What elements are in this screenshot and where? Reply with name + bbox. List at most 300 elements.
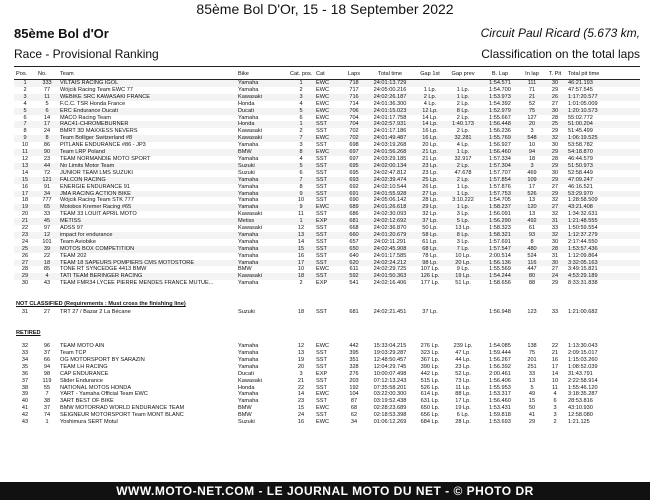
gap-first-cell: 126 Lp. <box>414 273 446 280</box>
position-cell: 8 <box>23 128 27 135</box>
category-cell: EWC <box>314 204 342 211</box>
table-row <box>14 343 640 350</box>
category-position-cell: 1 <box>288 80 314 87</box>
total-pit-time-cell: 1:17:20.577 <box>566 94 640 101</box>
in-lap-cell: 480 <box>520 246 544 253</box>
number-cell: 22 <box>43 252 51 259</box>
table-row <box>14 135 640 142</box>
number-cell: 96 <box>43 343 51 350</box>
best-lap-cell: 1:59.444 <box>489 350 511 356</box>
in-lap-cell: 8 <box>530 238 534 245</box>
bike-cell: Suzuki <box>238 169 255 176</box>
gap-first-cell: 32 Lp. <box>422 211 438 218</box>
column-header: No. <box>36 70 58 80</box>
bike-cell: Yamaha <box>236 80 288 87</box>
number-cell: 33 <box>43 211 51 218</box>
best-lap-cell: 1:57.876 <box>489 183 511 190</box>
laps-cell: 681 <box>349 309 359 316</box>
gap-first-cell: 20 Lp. <box>422 142 438 149</box>
bike-cell: Yamaha <box>236 204 288 211</box>
total-time-cell: 12:04:29.745 <box>373 363 407 370</box>
table-row <box>14 385 640 392</box>
category-position-cell: 12 <box>297 343 305 350</box>
pit-stops-cell: 10 <box>551 377 559 384</box>
total-time-cell: 24:02:12.692 <box>366 218 414 225</box>
laps-cell: 203 <box>349 377 359 384</box>
gap-previous-cell: 1:40.173 <box>446 121 480 128</box>
category-position-cell: 13 <box>297 350 305 356</box>
total-time-cell: 24:02:47.812 <box>373 169 407 176</box>
table-row <box>14 266 640 273</box>
number-cell: 24 <box>43 128 51 135</box>
gap-first-cell: 515 Lp. <box>420 377 440 384</box>
best-lap-cell: 1:58.323 <box>489 225 511 232</box>
gap-previous-cell: 2 Lp. <box>456 114 470 121</box>
category-cell: SST <box>316 363 327 370</box>
position-cell: 38 <box>21 384 29 391</box>
team-cell: Motobox Kremer Racing #65 <box>58 204 236 211</box>
gap-previous-cell: 1 Lp. <box>446 94 480 101</box>
number-cell: 94 <box>43 363 51 370</box>
position-cell: 37 <box>21 377 29 384</box>
pit-stops-cell: 27 <box>551 266 559 273</box>
best-lap-cell: 1:55.569 <box>489 266 511 273</box>
position-cell: 32 <box>21 343 29 350</box>
gap-previous-cell: 51 Lp. <box>455 280 471 287</box>
gap-previous-cell: 239 Lp. <box>453 343 473 350</box>
category-position-cell: 15 <box>288 246 314 253</box>
number-cell: 777 <box>42 197 52 204</box>
in-lap-cell: 524 <box>527 252 537 259</box>
table-row <box>14 101 640 108</box>
total-pit-time-cell: 3:49:15.821 <box>568 266 598 273</box>
category-position-cell: 15 <box>297 405 305 412</box>
category-cell: EWC <box>316 405 330 412</box>
gap-previous-cell: 28 Lp. <box>455 419 471 426</box>
total-pit-time-cell: 52:58.449 <box>568 169 593 176</box>
laps-cell: 650 <box>342 246 366 253</box>
table-row <box>14 405 640 412</box>
category-cell: SST <box>316 225 327 232</box>
best-lap-cell: 1:56.448 <box>480 121 520 128</box>
category-position-cell: 24 <box>297 412 305 419</box>
total-pit-time-cell: 28:53.816 <box>568 398 593 405</box>
gap-previous-cell: 13 Lp. <box>455 225 471 232</box>
category-cell: SST <box>316 183 327 190</box>
table-row <box>14 239 640 246</box>
table-row <box>14 177 640 184</box>
in-lap-cell: 88 <box>528 280 536 287</box>
best-lap-cell: 1:52.979 <box>480 108 520 115</box>
gap-first-cell: 16 Lp. <box>422 128 438 135</box>
gap-previous-cell: 9 Lp. <box>456 266 470 273</box>
team-cell: Team Bolliger Switzerland #8 <box>58 135 236 142</box>
bike-cell: Metiss <box>236 218 288 225</box>
total-pit-time-cell: 1:21:48.555 <box>566 218 640 225</box>
laps-cell: 87 <box>350 398 358 405</box>
bike-cell: BMW <box>238 412 252 419</box>
total-pit-time-cell: 2:09:15.017 <box>568 350 598 356</box>
gap-first-cell: 442 Lp. <box>420 370 440 377</box>
bike-cell: Yamaha <box>238 86 259 93</box>
team-cell: impact for endurance <box>58 232 236 239</box>
gap-first-cell: 78 Lp. <box>422 252 438 259</box>
position-cell: 5 <box>14 108 36 115</box>
header-divider <box>14 66 640 67</box>
laps-cell: 657 <box>349 238 359 245</box>
laps-cell: 714 <box>349 100 359 107</box>
results-table <box>14 70 640 426</box>
column-header: B. Lap <box>480 70 520 80</box>
team-cell: YART - Yamaha Official Team EWC <box>60 391 148 398</box>
team-cell: MOTOS BOX COMPETITION <box>58 246 236 253</box>
position-cell: 17 <box>14 191 36 198</box>
laps-cell: 691 <box>342 191 366 198</box>
watermark: WWW.MOTO-NET.COM - LE JOURNAL MOTO DU NET - © PHOTO DR <box>0 482 650 500</box>
pit-stops-cell: 21 <box>551 350 559 356</box>
number-cell: 333 <box>36 80 58 87</box>
total-pit-time-cell: 46:44.579 <box>568 155 593 162</box>
laps-cell: 351 <box>349 356 359 363</box>
category-cell: EXP <box>314 218 342 225</box>
bike-cell: Kawasaki <box>236 135 288 142</box>
column-header: In lap <box>520 70 544 80</box>
laps-cell: 695 <box>342 163 366 170</box>
column-header: Gap 1st <box>414 70 446 80</box>
laps-cell: 276 <box>349 370 359 377</box>
number-cell: 72 <box>43 169 51 176</box>
bike-cell: Yamaha <box>236 191 288 198</box>
bike-cell: Yamaha <box>236 177 288 184</box>
position-cell: 43 <box>21 419 29 426</box>
circuit-info: Circuit Paul Ricard (5.673 km, <box>480 26 640 40</box>
table-row <box>14 412 640 419</box>
category-cell: SST <box>314 260 342 267</box>
best-lap-cell: 1:55.667 <box>489 114 511 121</box>
laps-cell: 689 <box>342 204 366 211</box>
best-lap-cell: 1:53.317 <box>489 391 511 398</box>
gap-previous-cell: 1 Lp. <box>446 149 480 156</box>
gap-previous-cell: 8 Lp. <box>446 108 480 115</box>
team-cell: ERC Endurance Ducati <box>58 108 236 115</box>
gap-previous-cell: 2 Lp. <box>446 177 480 184</box>
gap-first-cell: 28 Lp. <box>422 197 438 204</box>
total-pit-time-cell: 1:21.125 <box>568 419 590 426</box>
team-cell: TEAM 202 <box>60 252 87 259</box>
team-cell: TEAM 33 LOUIT APRIL MOTO <box>60 211 137 218</box>
total-time-cell: 02:28:23.689 <box>373 405 407 412</box>
best-lap-cell: 1:57.854 <box>480 177 520 184</box>
laps-cell: 681 <box>342 218 366 225</box>
category-cell: SST <box>316 377 327 384</box>
best-lap-cell: 1:57.304 <box>480 163 520 170</box>
team-cell: SEIGNEUR MOTORSPORT Team MONT BLANC <box>60 412 184 419</box>
total-pit-time-cell: 46:16.521 <box>568 183 593 190</box>
team-cell: RAC41-CHROMEBURNER <box>58 121 236 128</box>
gap-previous-cell: 44 Lp. <box>455 356 471 363</box>
bike-cell: Kawasaki <box>238 211 262 218</box>
category-cell: EXP <box>316 280 328 287</box>
laps-cell: 328 <box>349 363 359 370</box>
total-time-cell: 03:19:52.438 <box>373 398 407 405</box>
position-cell: 29 <box>14 273 36 280</box>
laps-cell: 442 <box>349 343 359 350</box>
number-cell: 119 <box>42 377 52 384</box>
category-position-cell: 18 <box>297 309 305 316</box>
total-time-cell: 24:01:15.023 <box>366 108 414 115</box>
laps-cell: 34 <box>350 419 358 426</box>
column-header: Team <box>58 70 236 80</box>
best-lap-cell: 1:53.693 <box>489 419 511 426</box>
total-time-cell: 24:01:17.186 <box>373 128 407 135</box>
position-cell: 34 <box>21 356 29 363</box>
table-row <box>14 121 640 128</box>
position-cell: 14 <box>21 169 29 176</box>
category-cell: EWC <box>316 266 330 273</box>
laps-cell: 640 <box>349 252 359 259</box>
category-cell: SST <box>316 309 327 316</box>
in-lap-cell: 13 <box>528 377 536 384</box>
category-cell: EWC <box>316 391 330 398</box>
in-lap-cell: 41 <box>528 412 536 419</box>
bike-cell: Honda <box>238 100 255 107</box>
team-cell: Team LRP Poland <box>58 149 236 156</box>
position-cell: 9 <box>14 135 36 142</box>
total-time-cell: 24:05:06.142 <box>373 197 407 204</box>
pit-stops-cell: 3 <box>553 405 557 412</box>
total-time-cell: 24:02:29.725 <box>373 266 407 273</box>
table-row <box>14 191 640 198</box>
number-cell: 66 <box>43 356 51 363</box>
in-lap-cell: 3 <box>520 163 544 170</box>
bike-cell: Suzuki <box>238 419 255 426</box>
table-row <box>14 115 640 122</box>
in-lap-cell: 123 <box>527 309 537 316</box>
table-row <box>14 128 640 135</box>
total-time-cell: 24:01:55.928 <box>366 191 414 198</box>
pit-stops-cell: 27 <box>544 204 566 211</box>
laps-cell: 693 <box>342 177 366 184</box>
team-cell: Wójcik Racing Team EWC 77 <box>60 86 133 93</box>
category-position-cell: 2 <box>299 280 303 287</box>
team-cell: VILTAIS RACING IGOL <box>58 80 236 87</box>
total-time-cell: 10:00:07.498 <box>373 370 407 377</box>
category-cell: SST <box>314 177 342 184</box>
gap-previous-cell: 20 Lp. <box>446 260 480 267</box>
table-row <box>14 253 640 260</box>
category-cell: SST <box>316 398 327 405</box>
total-pit-time-cell: 53:29.970 <box>566 191 640 198</box>
category-position-cell: 14 <box>297 238 305 245</box>
column-header: Gap prev <box>446 70 480 80</box>
position-cell: 30 <box>21 280 29 287</box>
table-row <box>14 149 640 156</box>
total-time-cell: 24:02:21.451 <box>373 309 407 316</box>
laps-cell: 702 <box>349 128 359 135</box>
in-lap-cell: 18 <box>528 155 536 162</box>
in-lap-cell: 49 <box>528 391 536 398</box>
pit-stops-cell: 31 <box>551 252 559 259</box>
bike-cell: Suzuki <box>238 309 255 316</box>
position-cell: 6 <box>23 114 27 121</box>
total-time-cell: 24:01:56.268 <box>366 149 414 156</box>
best-lap-cell: 1:57.753 <box>480 191 520 198</box>
gap-first-cell: 684 Lp. <box>420 419 440 426</box>
event-title: 85ème Bol d'Or <box>14 26 109 41</box>
number-cell: 14 <box>43 114 51 121</box>
category-position-cell: 12 <box>297 225 305 232</box>
bike-cell: Ducati <box>238 370 254 377</box>
category-position-cell: 16 <box>297 252 305 259</box>
team-cell: METISS <box>58 218 236 225</box>
total-pit-time-cell: 47:57.545 <box>568 86 593 93</box>
total-time-cell: 07:35:58.201 <box>373 384 407 391</box>
position-cell: 18 <box>21 197 29 204</box>
table-row <box>14 170 640 177</box>
best-lap-cell: 1:57.707 <box>489 169 511 176</box>
gap-previous-cell: 2 Lp. <box>456 128 470 135</box>
table-row <box>14 391 640 398</box>
total-pit-time-cell: 1:08:52.039 <box>568 363 598 370</box>
best-lap-cell: 2:00.461 <box>489 370 511 377</box>
gap-previous-cell: 88 Lp. <box>455 391 471 398</box>
category-cell: SST <box>314 232 342 239</box>
gap-previous-cell: 3 Lp. <box>456 238 470 245</box>
pit-stops-cell: 6 <box>553 398 557 405</box>
total-time-cell: 24:02:26.187 <box>366 94 414 101</box>
category-position-cell: 7 <box>288 177 314 184</box>
in-lap-cell: 17 <box>528 183 536 190</box>
category-cell: EWC <box>314 135 342 142</box>
best-lap-cell: 1:54.244 <box>480 273 520 280</box>
number-cell: 43 <box>43 280 51 287</box>
in-lap-cell: 33 <box>528 370 536 377</box>
bike-cell: Yamaha <box>238 363 259 370</box>
gap-previous-cell: 1 Lp. <box>456 183 470 190</box>
team-cell: ENERGIE ENDURANCE 91 <box>60 183 130 190</box>
best-lap-cell: 1:57.334 <box>489 155 511 162</box>
not-classified-heading: NOT CLASSIFIED (Requirements : Must cross the finishing line) <box>16 301 186 308</box>
category-cell: EXP <box>316 370 328 377</box>
total-time-cell: 24:02:57.931 <box>366 121 414 128</box>
best-lap-cell: 1:58.656 <box>489 280 511 287</box>
team-cell: PITLANE ENDURANCE #86 - JP3 <box>60 142 146 149</box>
gap-first-cell: 390 Lp. <box>420 363 440 370</box>
bike-cell: Ducati <box>236 108 288 115</box>
pit-stops-cell: 4 <box>553 391 557 398</box>
gap-first-cell: 23 Lp. <box>422 169 438 176</box>
table-row <box>14 357 640 364</box>
in-lap-cell: 251 <box>527 363 537 370</box>
in-lap-cell: 75 <box>520 108 544 115</box>
pit-stops-cell: 32 <box>544 135 566 142</box>
category-position-cell: 2 <box>299 86 303 93</box>
number-cell: 39 <box>36 246 58 253</box>
position-cell: 31 <box>21 309 29 316</box>
table-row <box>14 204 640 211</box>
table-row <box>14 108 640 115</box>
in-lap-cell: 526 <box>520 191 544 198</box>
table-row <box>14 260 640 267</box>
category-position-cell: 9 <box>288 191 314 198</box>
gap-first-cell: 50 Lp. <box>422 225 438 232</box>
category-position-cell: 10 <box>297 197 305 204</box>
gap-previous-cell: 1 Lp. <box>446 204 480 211</box>
pit-stops-cell: 29 <box>544 191 566 198</box>
category-position-cell: 5 <box>288 163 314 170</box>
best-lap-cell: 1:53.431 <box>489 405 511 412</box>
total-pit-time-cell: 54:18.870 <box>566 149 640 156</box>
best-lap-cell: 1:56.948 <box>489 309 511 316</box>
gap-previous-cell: 5 Lp. <box>446 218 480 225</box>
bike-cell: Kawasaki <box>238 377 262 384</box>
category-position-cell: 18 <box>288 273 314 280</box>
total-pit-time-cell: 51:45.499 <box>568 128 593 135</box>
total-time-cell: 24:02:45.908 <box>366 246 414 253</box>
total-pit-time-cell: 46:21.193 <box>566 80 640 87</box>
pit-stops-cell: 29 <box>544 149 566 156</box>
category-cell: SST <box>314 246 342 253</box>
in-lap-cell: 120 <box>520 204 544 211</box>
total-pit-time-cell: 43:10.930 <box>568 405 593 412</box>
column-header: Pos. <box>14 70 36 80</box>
gap-previous-cell: 73 Lp. <box>455 377 471 384</box>
pit-stops-cell: 27 <box>551 183 559 190</box>
team-cell: TEAM LH RACING <box>60 363 108 370</box>
team-cell: TATI TEAM BERINGER RACING <box>58 273 236 280</box>
pit-stops-cell: 27 <box>551 100 559 107</box>
table-row <box>14 350 640 357</box>
best-lap-cell: 1:54.085 <box>489 343 511 350</box>
category-cell: SST <box>316 356 327 363</box>
gap-first-cell: 526 Lp. <box>420 384 440 391</box>
bike-cell: Honda <box>236 121 288 128</box>
laps-cell: 704 <box>349 114 359 121</box>
total-time-cell: 24:02:30.093 <box>373 211 407 218</box>
category-cell: EWC <box>316 86 330 93</box>
laps-cell: 192 <box>349 384 359 391</box>
team-cell: FALCON RACING <box>58 177 236 184</box>
position-cell: 19 <box>14 204 36 211</box>
gap-first-cell: 4 Lp. <box>423 100 437 107</box>
gap-first-cell: 21 Lp. <box>422 155 438 162</box>
pit-stops-cell: 2 <box>553 419 557 426</box>
pit-stops-cell: 29 <box>544 177 566 184</box>
pit-stops-cell: 30 <box>551 238 559 245</box>
total-time-cell: 24:01:50.363 <box>366 273 414 280</box>
category-position-cell: 1 <box>288 121 314 128</box>
category-cell: SST <box>314 273 342 280</box>
table-row <box>14 80 640 87</box>
number-cell: 6 <box>36 108 58 115</box>
number-cell: 90 <box>36 149 58 156</box>
table-row <box>14 218 640 225</box>
in-lap-cell: 15 <box>528 398 536 405</box>
position-cell: 15 <box>14 177 36 184</box>
in-lap-cell: 469 <box>527 169 537 176</box>
pit-stops-cell: 16 <box>551 356 559 363</box>
retired-section <box>14 316 640 343</box>
total-time-cell: 24:01:26.618 <box>366 204 414 211</box>
category-position-cell: 5 <box>288 108 314 115</box>
gap-first-cell: 37 Lp. <box>414 218 446 225</box>
team-cell: MACO Racing Team <box>60 114 111 121</box>
team-cell: BMW MOTORRAD WORLD ENDURANCE TEAM <box>60 405 185 412</box>
gap-previous-cell: 7 Lp. <box>446 246 480 253</box>
team-cell: NATIONAL MOTOS HONDA <box>60 384 132 391</box>
total-time-cell: 03:22:00.300 <box>373 391 407 398</box>
gap-first-cell: 98 Lp. <box>414 260 446 267</box>
